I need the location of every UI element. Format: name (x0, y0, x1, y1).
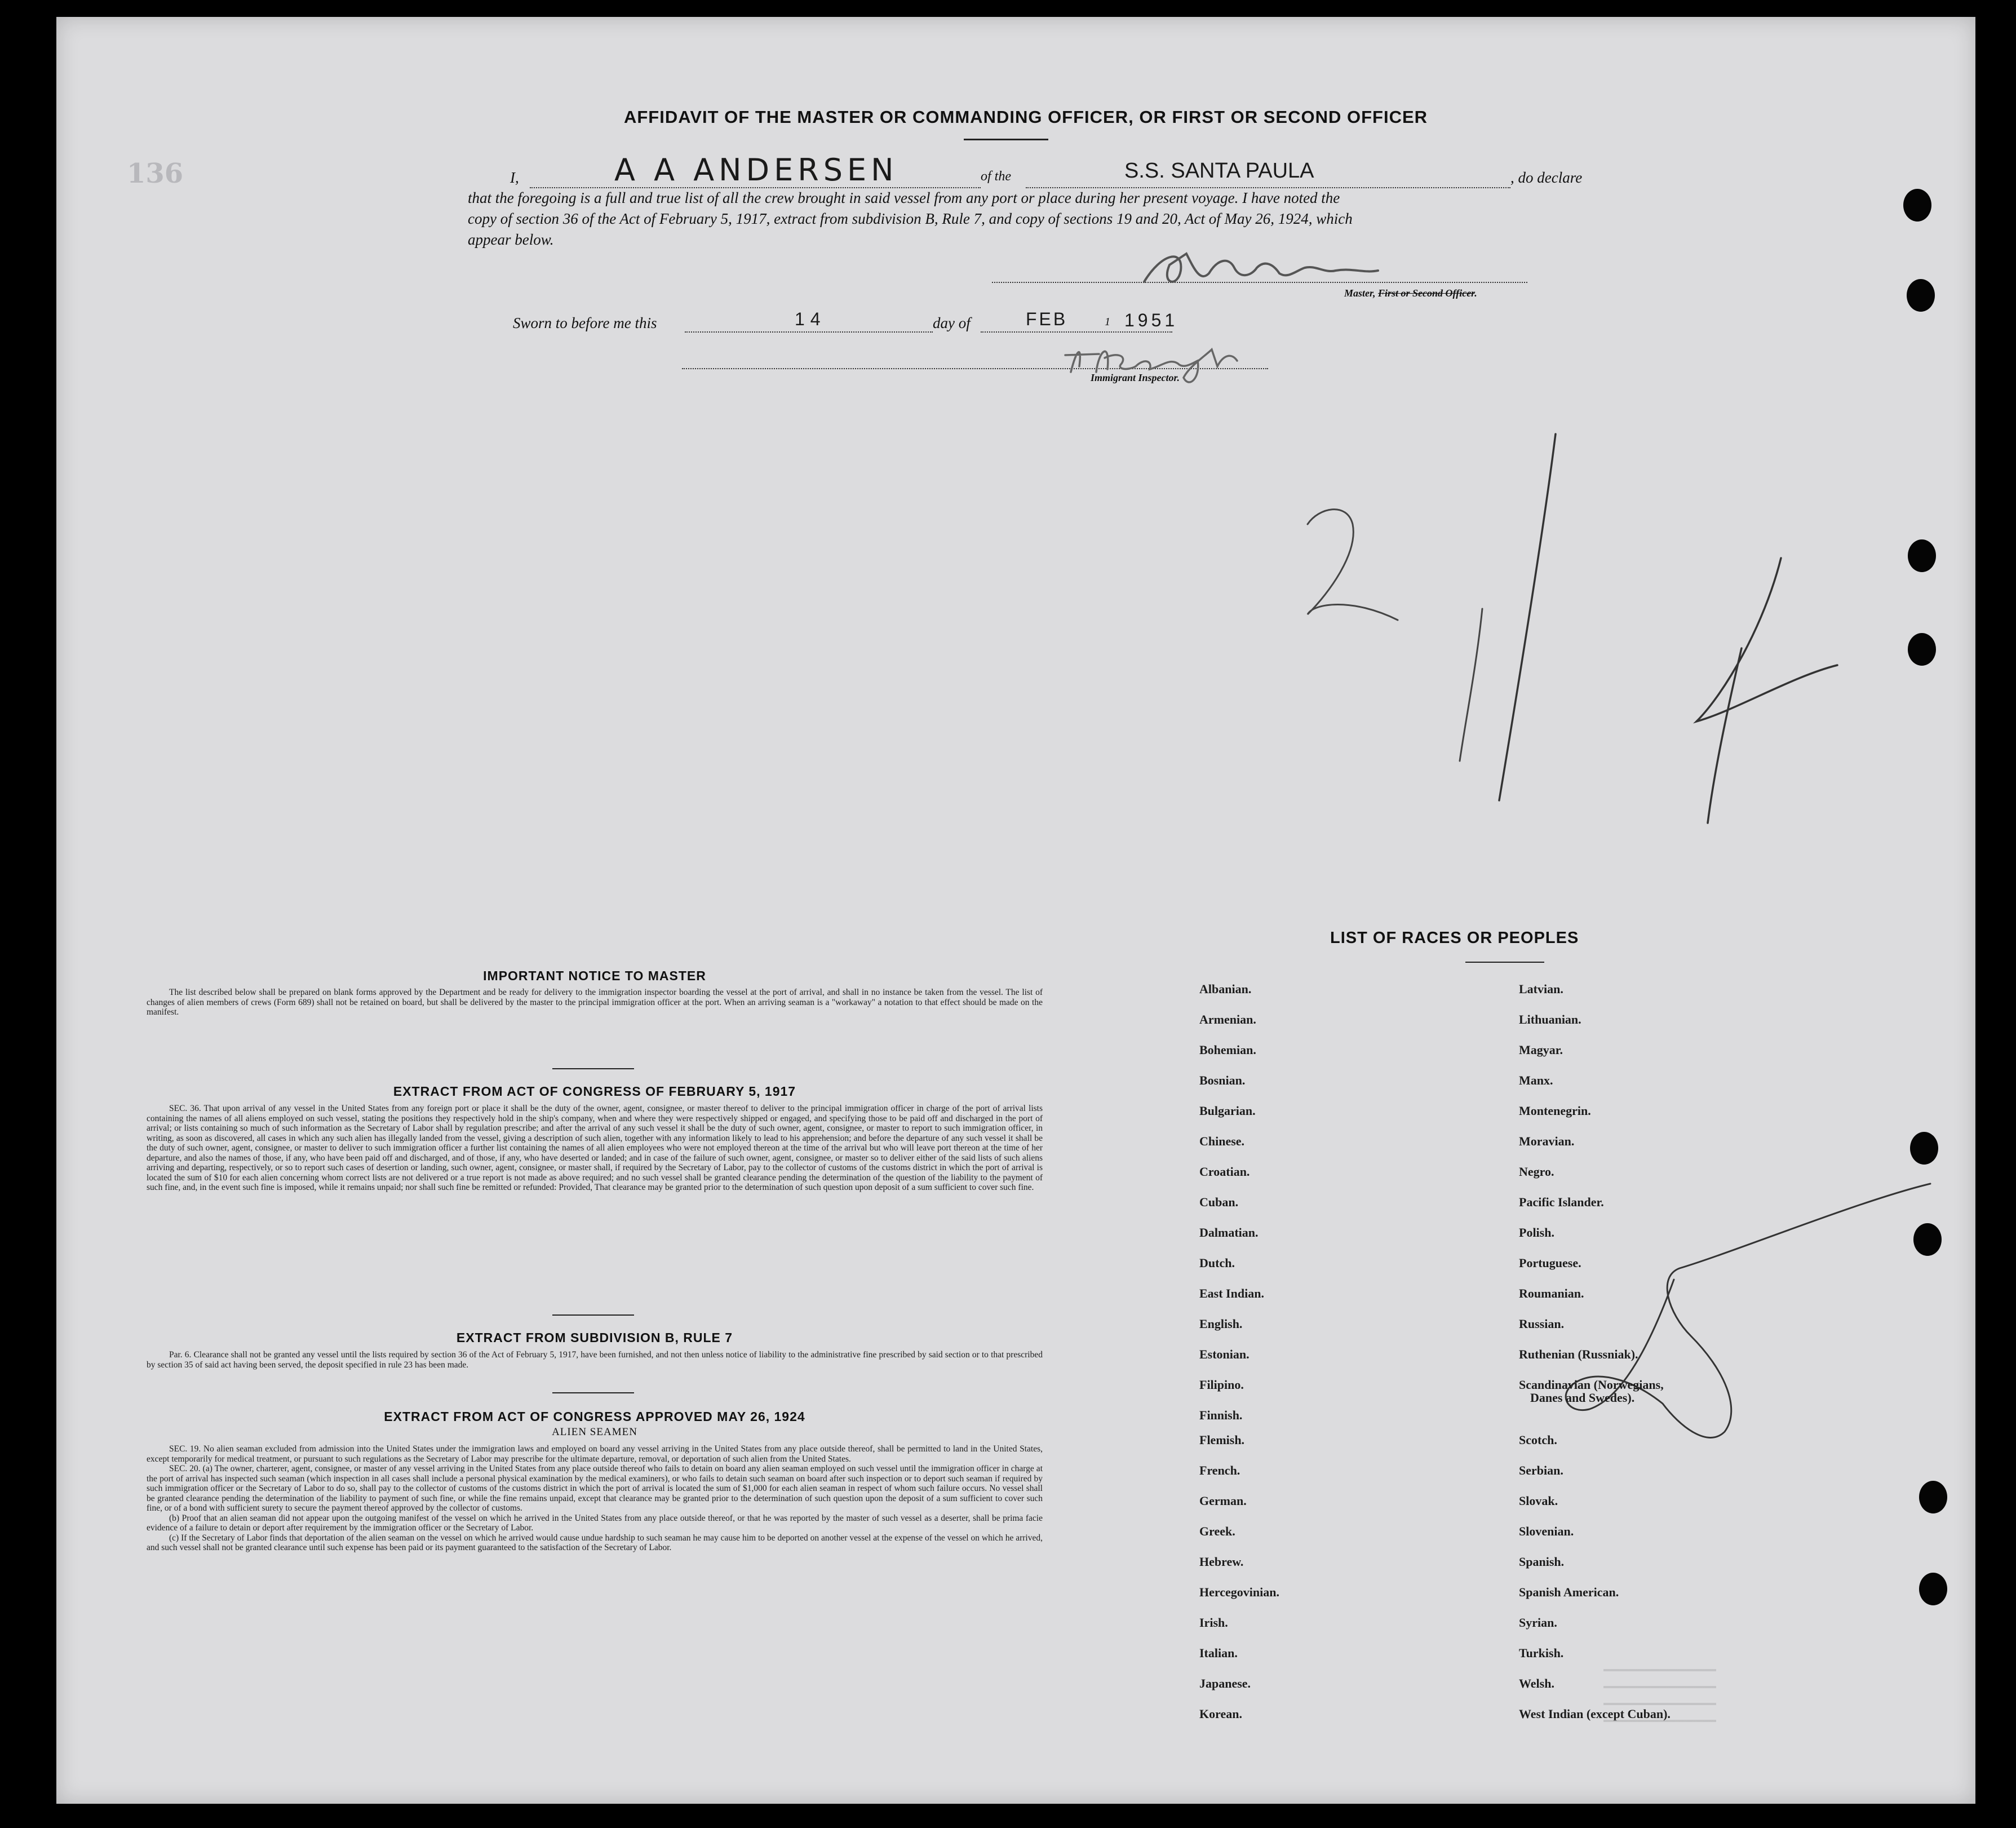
race-item: Dalmatian. (1199, 1225, 1259, 1240)
binder-hole (1908, 539, 1936, 572)
race-item: Serbian. (1519, 1463, 1563, 1477)
race-item: Chinese. (1199, 1134, 1245, 1148)
race-item: Dutch. (1199, 1256, 1235, 1270)
declaration-line-3: appear below. (468, 231, 554, 248)
section-divider (552, 1068, 634, 1069)
i-label: I, (510, 169, 519, 186)
race-item: Scandinavian (Norwegians, (1519, 1378, 1664, 1392)
inspector-caption: Immigrant Inspector. (1091, 372, 1180, 383)
of-the-label: of the (981, 169, 1011, 184)
extract-1924-subtitle: ALIEN SEAMEN (552, 1426, 637, 1438)
signature-caption (1344, 287, 1477, 299)
inspector-line (682, 368, 1268, 369)
race-item: Latvian. (1519, 982, 1563, 996)
binder-hole (1919, 1481, 1947, 1513)
race-item: West Indian (except Cuban). (1519, 1707, 1671, 1721)
sworn-year: 1951 (1124, 310, 1178, 330)
faint-stamp (1603, 1668, 1716, 1722)
binder-hole (1903, 189, 1931, 222)
race-item: English. (1199, 1317, 1243, 1331)
race-item: Ruthenian (Russniak). (1519, 1347, 1638, 1361)
race-item: Negro. (1519, 1165, 1554, 1179)
race-item: Moravian. (1519, 1134, 1575, 1148)
extract-1917-text (147, 1104, 1043, 1193)
race-item: Italian. (1199, 1646, 1238, 1660)
sworn-year-prefix: 1 (1105, 316, 1110, 328)
race-item: Korean. (1199, 1707, 1242, 1721)
race-item: Slovak. (1519, 1494, 1558, 1508)
race-item: Slovenian. (1519, 1524, 1574, 1538)
notice-paragraph: The list described below shall be prepared on blank forms approved by the Department and be ready for delivery to the immigration inspector boarding the vessel at the port of arrival, and shall in no instance be taken from the vessel. The list of changes of alien members of crews (Form 689) shall not be retained on board, but shall be delivered by the master to the principal immigration officer at the port. When an arriving seaman is a "workaway" a notation to that effect should be made on the manifest. (147, 988, 1043, 1017)
binder-hole (1919, 1573, 1947, 1605)
race-item: Bosnian. (1199, 1073, 1246, 1087)
race-item: Albanian. (1199, 982, 1252, 996)
race-item: Syrian. (1519, 1615, 1557, 1630)
race-item: Bulgarian. (1199, 1104, 1256, 1118)
race-item: Lithuanian. (1519, 1012, 1581, 1026)
sec20b-paragraph: (b) Proof that an alien seaman did not appear upon the outgoing manifest of the vessel on which he arrived in the United States from any place outside thereof, or that he was reported by the master of such vessel as a deserter, shall be prima facie evidence of a failure to detain or deport after requirement by the immigration officer or the Secretary of Labor. (147, 1513, 1043, 1533)
notice-text (147, 988, 1043, 1017)
race-item: Estonian. (1199, 1347, 1250, 1361)
day-of-label: day of (933, 315, 971, 331)
race-item: German. (1199, 1494, 1247, 1508)
caption-struck-officer: First or Second Officer (1378, 287, 1475, 299)
declaration-line-2: copy of section 36 of the Act of February 5, 1917, extract from subdivision B, Rule 7, and copy of sections 19 and 20, Act of May 26, 1924, which (468, 210, 1353, 227)
race-item: East Indian. (1199, 1286, 1264, 1300)
race-item: Bohemian. (1199, 1043, 1256, 1057)
race-item: Finnish. (1199, 1408, 1243, 1422)
extract-rule7-paragraph: Par. 6. Clearance shall not be granted any vessel until the lists required by section 36 of the Act of February 5, 1917, have been furnished, and not then unless notice of liability to the administrative fine prescribed by said section or to that prescribed by section 35 of said act having been served, the deposit specified in rule 23 has been made. (147, 1350, 1043, 1370)
race-item: Russian. (1519, 1317, 1565, 1331)
sworn-month-line (981, 331, 1172, 333)
vessel-name: S.S. SANTA PAULA (1124, 159, 1314, 183)
title-divider (964, 139, 1048, 140)
race-item: Manx. (1519, 1073, 1553, 1087)
sec20c-paragraph: (c) If the Secretary of Labor finds that deportation of the alien seaman on the vessel on which he arrived would cause undue hardship to such seaman he may cause him to be deported on another vessel at the expense of the vessel on which he arrived, and such vessel shall not be granted clearance until such expense has been paid or its payment guaranteed to the satisfaction of the Secretary of Labor. (147, 1533, 1043, 1552)
race-item: Spanish American. (1519, 1585, 1619, 1599)
binder-hole (1910, 1132, 1938, 1165)
affidavit-title: AFFIDAVIT OF THE MASTER OR COMMANDING OFFICER, OR FIRST OR SECOND OFFICER (623, 107, 1428, 127)
race-item: Polish. (1519, 1225, 1554, 1240)
race-item: Danes and Swedes). (1530, 1391, 1635, 1405)
caption-period: . (1474, 287, 1477, 299)
race-item: Hebrew. (1199, 1555, 1244, 1569)
race-item: Greek. (1199, 1524, 1235, 1538)
caption-master: Master, (1344, 287, 1379, 299)
sworn-label: Sworn to before me this (513, 315, 657, 331)
vessel-line (1026, 187, 1510, 188)
sworn-month: FEB (1026, 309, 1068, 329)
race-item: Filipino. (1199, 1378, 1244, 1392)
races-divider (1465, 962, 1544, 963)
document-page (56, 17, 1975, 1804)
race-item: Welsh. (1519, 1676, 1554, 1690)
margin-number: 136 (127, 158, 184, 189)
race-item: Roumanian. (1519, 1286, 1584, 1300)
race-item: Montenegrin. (1519, 1104, 1591, 1118)
extract-rule7-text (147, 1350, 1043, 1370)
race-item: Turkish. (1519, 1646, 1564, 1660)
race-item: Hercegovinian. (1199, 1585, 1279, 1599)
master-signature-line (992, 282, 1527, 283)
race-item: Portuguese. (1519, 1256, 1581, 1270)
race-item: Japanese. (1199, 1676, 1251, 1690)
extract-1924-text (147, 1444, 1043, 1553)
extract-rule7-title: EXTRACT FROM SUBDIVISION B, RULE 7 (456, 1330, 733, 1345)
race-item: Croatian. (1199, 1165, 1250, 1179)
sec19-paragraph: SEC. 19. No alien seaman excluded from admission into the United States under the immigration laws and employed on board any vessel arriving in the United States from any place outside thereof, shall be permitted to land in the United States, except temporarily for medical treatment, or pursuant to such regulations as the Secretary of Labor may prescribe for the ultimate departure, removal, or deportation of such alien from the United States. (147, 1444, 1043, 1464)
race-item: Scotch. (1519, 1433, 1557, 1447)
section-divider (552, 1314, 634, 1316)
race-item: Pacific Islander. (1519, 1195, 1604, 1209)
race-item: Cuban. (1199, 1195, 1239, 1209)
extract-1917-paragraph: SEC. 36. That upon arrival of any vessel in the United States from any foreign port or place it shall be the duty of the owner, agent, consignee, or master thereof to deliver to the principal immigration officer in charge of the port of arrival lists containing the names of all aliens employed on such vessel, stating the positions they respectively hold in the ship's company, when and where they were respectively shipped or engaged, and specifying those to be paid off and discharged in the port of arrival; or lists containing so much of such information as the Secretary of Labor shall by regulation prescribe; and after the arrival of any such vessel it shall be the duty of such owner, agent, consignee, or master to report to such immigration officer, in writing, as soon as discovered, all cases in which any such alien has illegally landed from the vessel, giving a description of such alien, together with any information likely to lead to his apprehension; and before the departure of any such vessel it shall be the duty of such owner, agent, consignee, or master to deliver to such immigration officer a further list containing the names of all alien employees who were not employed thereon at the time of the arrival but who will leave port thereon at the time of her departure, and also the names of those, if any, who have been paid off and discharged, and of those, if any, who have deserted or landed; and in case of the failure of such owner, agent, consignee, or master so to deliver either of the said lists of such aliens arriving and departing, respectively, or so to report such cases of desertion or landing, such owner, agent, consignee, or master shall, if required by the Secretary of Labor, pay to the collector of customs of the customs district in which the port of arrival is located the sum of $10 for each alien concerning whom correct lists are not delivered or a true report is not made as above required; and no such vessel shall be granted clearance pending the determination of the question of the liability to the payment of such fine, and, in the event such fine is imposed, while it remains unpaid; nor shall such fine be remitted or refunded: Provided, That clearance may be granted prior to the determination of such question upon deposit of a sum sufficient to cover such fine. (147, 1104, 1043, 1192)
section-divider (552, 1392, 634, 1393)
races-title: LIST OF RACES OR PEOPLES (1330, 929, 1579, 947)
do-declare-label: , do declare (1510, 169, 1583, 186)
binder-hole (1913, 1223, 1942, 1256)
race-item: Irish. (1199, 1615, 1228, 1630)
binder-hole (1907, 279, 1935, 312)
race-item: Spanish. (1519, 1555, 1565, 1569)
binder-hole (1908, 633, 1936, 666)
race-item: French. (1199, 1463, 1240, 1477)
sworn-day-line (685, 331, 933, 333)
race-item: Flemish. (1199, 1433, 1245, 1447)
master-name: A A ANDERSEN (614, 152, 898, 188)
extract-1924-title: EXTRACT FROM ACT OF CONGRESS APPROVED MAY 26, 1924 (384, 1409, 805, 1424)
notice-title: IMPORTANT NOTICE TO MASTER (483, 968, 706, 983)
sworn-day: 14 (795, 309, 826, 329)
declaration-line-1: that the foregoing is a full and true list of all the crew brought in said vessel from any port or place during her present voyage. I have noted the (468, 189, 1340, 206)
extract-1917-title: EXTRACT FROM ACT OF CONGRESS OF FEBRUARY 5, 1917 (393, 1084, 796, 1099)
sec20a-paragraph: SEC. 20. (a) The owner, charterer, agent, consignee, or master of any vessel arriving in the United States from any place outside thereof who fails to detain on board any alien seaman employed on such vessel until the immigration officer in charge at the port of arrival has inspected such seaman (which inspection in all cases shall include a personal physical examination by the medical examiners), or who fails to detain such seaman on board after such inspection or to deport such seaman if required by such immigration officer or the Secretary of Labor to do so, shall pay to the collector of customs of the customs district in which the port of arrival is located the sum of $1,000 for each alien seaman in respect of whom such failure occurs. No vessel shall be granted clearance pending the determination of the liability to payment of such fine, or while the fine remains unpaid, except that clearance may be granted prior to the determination of such question upon the deposit of a sum sufficient to cover such fine, or of a bond with sufficient surety to secure the payment thereof approved by the collector of customs. (147, 1464, 1043, 1513)
race-item: Magyar. (1519, 1043, 1563, 1057)
race-item: Armenian. (1199, 1012, 1256, 1026)
